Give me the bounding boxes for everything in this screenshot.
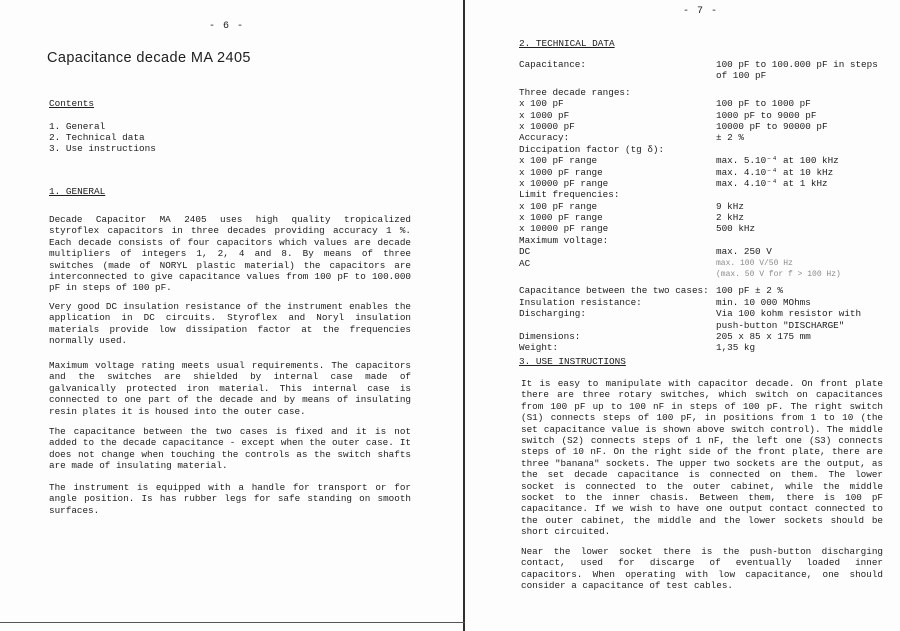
spec-value: 10000 pF to 90000 pF <box>716 120 828 132</box>
spec-value: of 100 pF <box>716 70 767 82</box>
contents-item: 3. Use instructions <box>49 143 156 154</box>
contents-heading: Contents <box>49 98 95 109</box>
spec-label: x 10000 pF <box>519 120 575 132</box>
spec-label: Diccipation factor (tg δ): <box>519 143 665 155</box>
spec-row <box>519 189 889 200</box>
spec-row <box>519 121 889 132</box>
spec-label: x 1000 pF range <box>519 212 603 224</box>
spec-label: Dimensions: <box>519 330 581 342</box>
spec-value: 100 pF to 1000 pF <box>716 98 811 110</box>
document-title: Capacitance decade MA 2405 <box>47 50 251 66</box>
spec-value: 1000 pF to 9000 pF <box>716 109 817 121</box>
section-heading-general: 1. GENERAL <box>49 186 106 197</box>
spec-value: max. 250 V <box>716 246 772 258</box>
paragraph: Decade Capacitor MA 2405 uses high quality tropicalized styroflex capacitors in three decades providing accuracy 1 %. Each decade consists of four capacitors which values are decade multipliers of integers 1, 2, 4 and 8. By means of three switches (made of NORYL plastic material) the capacitors are interconnected to give capacitance values from 100 pF to 100.000 pF in steps of 100 pF. <box>49 214 411 294</box>
spec-row <box>519 235 889 246</box>
spec-row <box>519 258 889 269</box>
spec-value: 205 x 85 x 175 mm <box>716 330 811 342</box>
paragraph: It is easy to manipulate with capacitor decade. On front plate there are three rotary switches, which switch on capacitances from 100 pF up to 100 nF in steps of 100 pF. The right switch (S1) connects steps of 100 pF, in positions from 1 to 10 (the set capacitance value is shown above switch control). The middle switch (S2) connects steps of 1 nF, the left one (S3) connects steps of 10 nF. On the right side of the front plate, there are three "banana" sockets. The upper two sockets are the output, as the set decade capacitance is connected on them. The lower socket is connected to the outer cabinet, while the middle socket to the inner chasis. Between them, there is 100 pF capacitance. If we wish to have one output contact connected to the outer cabinet, the middle and the lower sockets should be short circuited. <box>521 378 883 538</box>
contents-item: 2. Technical data <box>49 132 145 143</box>
spec-row <box>519 98 889 109</box>
spec-row <box>519 269 889 280</box>
paragraph: The capacitance between the two cases is fixed and it is not added to the decade capacitance - except when the outer case. It does not change when touching the controls as the switch shafts are made of insulating material. <box>49 426 411 472</box>
spec-row <box>519 87 889 98</box>
spec-row <box>519 70 889 81</box>
spec-value: push-button "DISCHARGE" <box>716 319 845 331</box>
spec-row <box>519 212 889 223</box>
spec-label: x 100 pF range <box>519 155 598 167</box>
spec-label: Limit frequencies: <box>519 189 620 201</box>
spec-label: AC <box>519 257 531 269</box>
paragraph: Maximum voltage rating meets usual requirements. The capacitors and the switches are shielded by internal case made of galvanically protected iron material. This internal case is connected to one part of the decade and by means of insulating resin plates it is housed into the outer case. <box>49 360 411 417</box>
spec-value: max. 4.10⁻⁴ at 1 kHz <box>716 177 828 189</box>
spec-value: 9 kHz <box>716 200 744 212</box>
spec-value: 1,35 kg <box>716 342 756 354</box>
spec-value: 100 pF to 100.000 pF in steps <box>716 59 878 70</box>
spec-row <box>519 59 889 70</box>
spec-label: Discharging: <box>519 308 586 320</box>
spec-row <box>519 331 889 342</box>
spec-label: Capacitance: <box>519 59 586 70</box>
spec-row <box>519 110 889 121</box>
spec-row <box>519 320 889 331</box>
spec-label: Capacitance between the two cases: <box>519 285 709 297</box>
spec-label: Three decade ranges: <box>519 86 631 98</box>
page-number: - 6 - <box>209 21 245 32</box>
spec-label: x 1000 pF range <box>519 166 603 178</box>
spec-label: x 10000 pF range <box>519 223 609 235</box>
paragraph: Near the lower socket there is the push-button discharging contact, used for discarge of eventually loaded inner capacitors. When operating with low capacitance, one should consider a capacitance of test cables. <box>521 546 883 592</box>
spec-value: (max. 50 V for f > 100 Hz) <box>716 270 841 280</box>
technical-data-table <box>519 59 889 354</box>
spec-label: Insulation resistance: <box>519 296 642 308</box>
spec-row <box>519 342 889 353</box>
page-number: - 7 - <box>683 6 719 17</box>
spec-row <box>519 155 889 166</box>
paragraph: The instrument is equipped with a handle for transport or for angle position. Is has rubber legs for safe standing on smooth surfaces. <box>49 482 411 516</box>
spec-row <box>519 132 889 143</box>
spec-value: max. 5.10⁻⁴ at 100 kHz <box>716 155 839 167</box>
spec-row <box>519 144 889 155</box>
spec-value: 2 kHz <box>716 212 744 224</box>
spec-row <box>519 178 889 189</box>
spec-value: 500 kHz <box>716 223 756 235</box>
section-heading-use-instructions: 3. USE INSTRUCTIONS <box>519 356 626 367</box>
section-heading-technical-data: 2. TECHNICAL DATA <box>519 38 615 49</box>
spec-label: Accuracy: <box>519 132 570 144</box>
spec-label: DC <box>519 246 531 258</box>
spec-row <box>519 285 889 296</box>
spec-label: x 10000 pF range <box>519 177 609 189</box>
spec-value: ± 2 % <box>716 132 744 144</box>
right-page <box>465 0 900 631</box>
paragraph: Very good DC insulation resistance of the instrument enables the application in DC circuits. Styroflex and Noryl insulation materials provide low dissipation factor at the frequencies normally used. <box>49 301 411 347</box>
spec-value: max. 4.10⁻⁴ at 10 kHz <box>716 166 834 178</box>
spec-row <box>519 246 889 257</box>
spec-value: min. 10 000 MOhms <box>716 296 811 308</box>
spec-row <box>519 201 889 212</box>
spec-label: x 1000 pF <box>519 109 570 121</box>
spec-row <box>519 308 889 319</box>
spec-label: Maximum voltage: <box>519 234 609 246</box>
spec-value: max. 100 V/50 Hz <box>716 258 793 268</box>
spec-label: x 100 pF range <box>519 200 598 212</box>
page-bottom-edge <box>0 622 465 623</box>
spec-label: Weight: <box>519 342 559 354</box>
spec-value: Via 100 kohm resistor with <box>716 308 862 320</box>
spec-row <box>519 167 889 178</box>
spec-row <box>519 223 889 234</box>
spec-row <box>519 297 889 308</box>
contents-item: 1. General <box>49 121 106 132</box>
spec-value: 100 pF ± 2 % <box>716 285 783 297</box>
spec-label: x 100 pF <box>519 98 564 110</box>
